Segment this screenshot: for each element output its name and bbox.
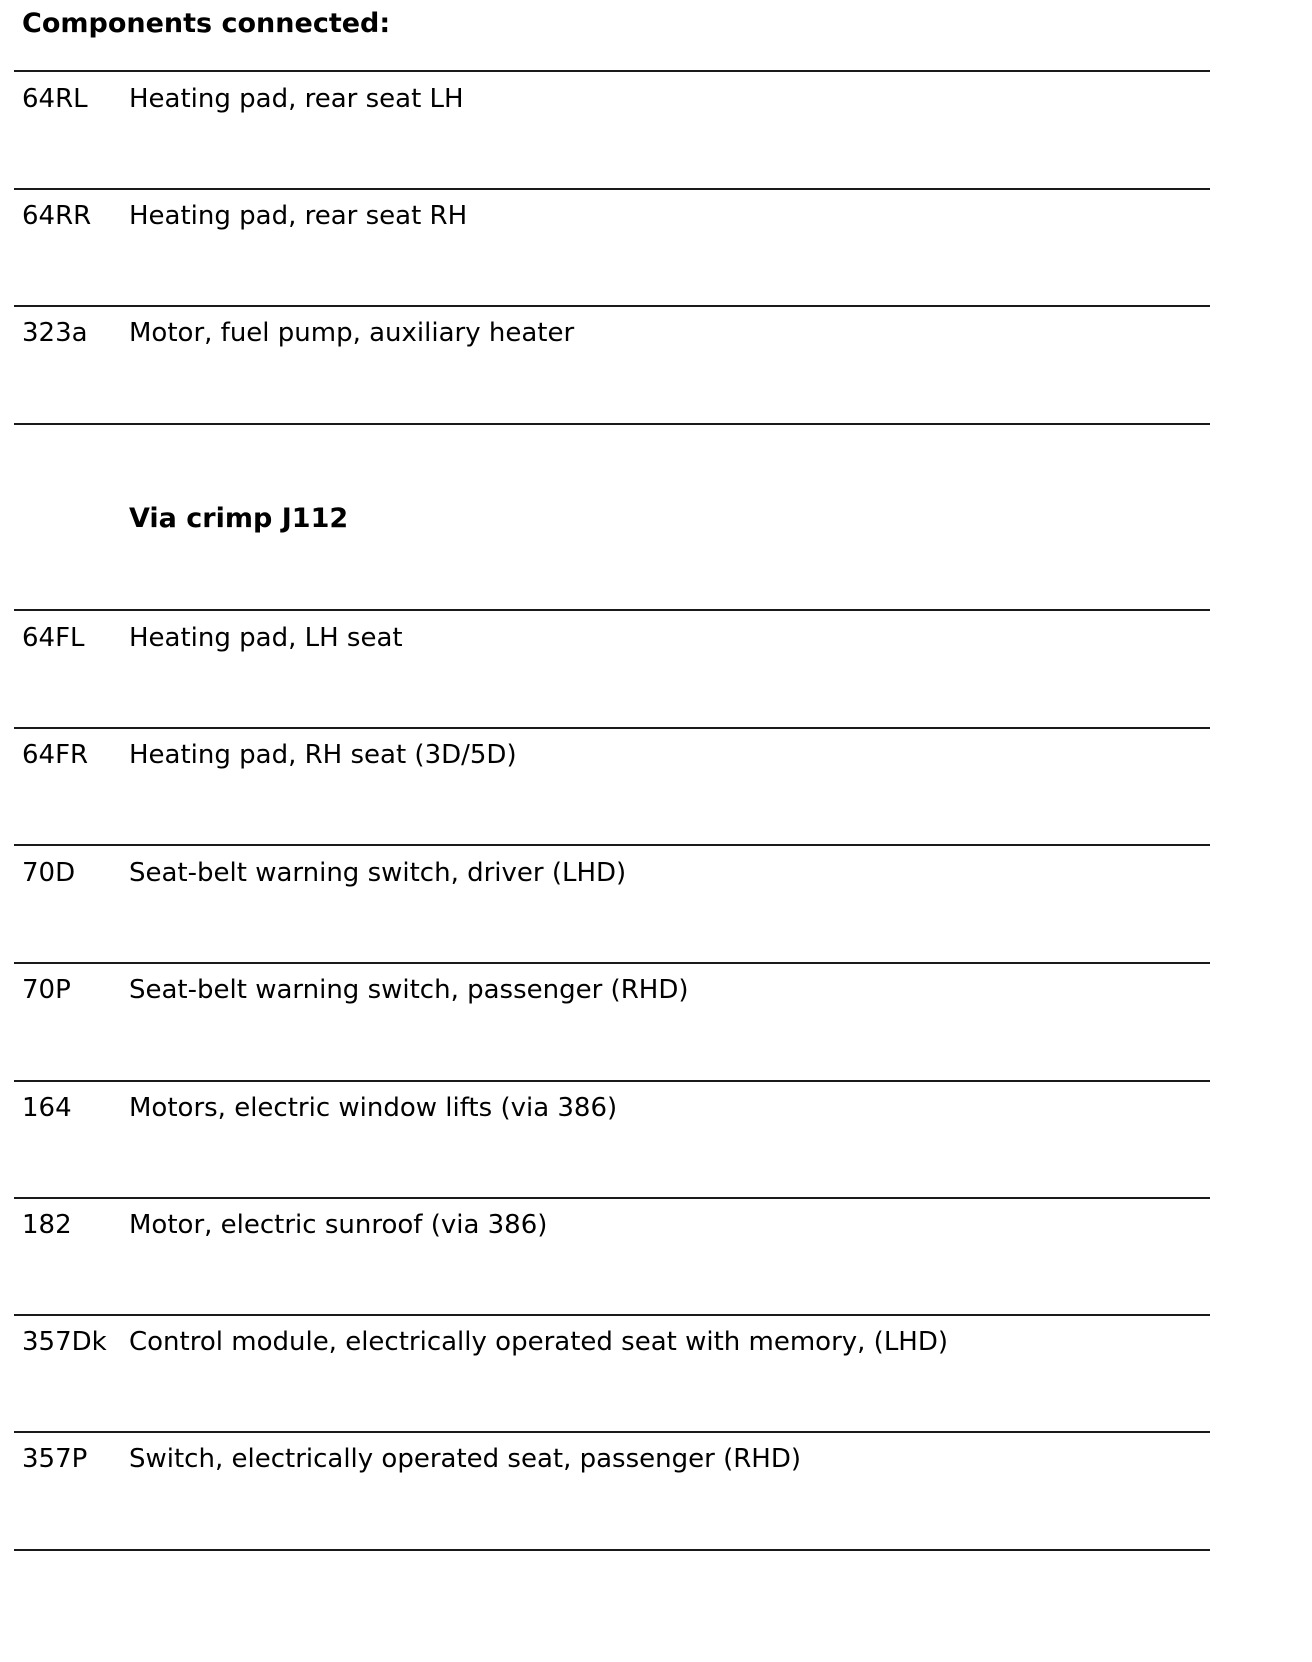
table-row <box>0 315 1312 355</box>
table-row <box>0 81 1312 121</box>
component-code: 357P <box>22 1444 88 1474</box>
table-row <box>0 198 1312 238</box>
table-row <box>0 855 1312 895</box>
table-row <box>0 1441 1312 1481</box>
component-description: Switch, electrically operated seat, passenger (RHD) <box>129 1444 802 1474</box>
table-row <box>0 737 1312 777</box>
component-description: Control module, electrically operated seat with memory, (LHD) <box>129 1327 949 1357</box>
table-rule <box>14 962 1210 964</box>
component-description: Heating pad, RH seat (3D/5D) <box>129 740 517 770</box>
component-code: 70P <box>22 975 71 1005</box>
table-rule <box>14 423 1210 425</box>
table-rule <box>14 1197 1210 1199</box>
table-rule <box>14 70 1210 72</box>
table-rule <box>14 609 1210 611</box>
component-code: 357Dk <box>22 1327 107 1357</box>
component-code: 64FR <box>22 740 89 770</box>
component-description: Heating pad, rear seat RH <box>129 201 468 231</box>
table-rule <box>14 188 1210 190</box>
component-code: 323a <box>22 318 88 348</box>
component-code: 164 <box>22 1093 72 1123</box>
component-description: Heating pad, LH seat <box>129 623 403 653</box>
component-description: Heating pad, rear seat LH <box>129 84 464 114</box>
component-description: Motor, electric sunroof (via 386) <box>129 1210 548 1240</box>
table-row <box>0 1207 1312 1247</box>
component-description: Seat-belt warning switch, driver (LHD) <box>129 858 627 888</box>
table-rule <box>14 1431 1210 1433</box>
component-code: 70D <box>22 858 76 888</box>
table-row <box>0 972 1312 1012</box>
component-description: Motor, fuel pump, auxiliary heater <box>129 318 575 348</box>
component-description: Seat-belt warning switch, passenger (RHD) <box>129 975 689 1005</box>
table-row <box>0 620 1312 660</box>
component-code: 182 <box>22 1210 72 1240</box>
component-code: 64RR <box>22 201 92 231</box>
sub-heading: Via crimp J112 <box>129 503 349 534</box>
component-description: Motors, electric window lifts (via 386) <box>129 1093 618 1123</box>
table-rule <box>14 1080 1210 1082</box>
component-code: 64RL <box>22 84 88 114</box>
table-rule <box>14 305 1210 307</box>
table-rule <box>14 727 1210 729</box>
component-code: 64FL <box>22 623 85 653</box>
table-rule <box>14 1549 1210 1551</box>
table-rule <box>14 844 1210 846</box>
table-rule <box>14 1314 1210 1316</box>
table-row <box>0 1090 1312 1130</box>
table-row <box>0 1324 1312 1364</box>
section-heading: Components connected: <box>22 8 391 39</box>
